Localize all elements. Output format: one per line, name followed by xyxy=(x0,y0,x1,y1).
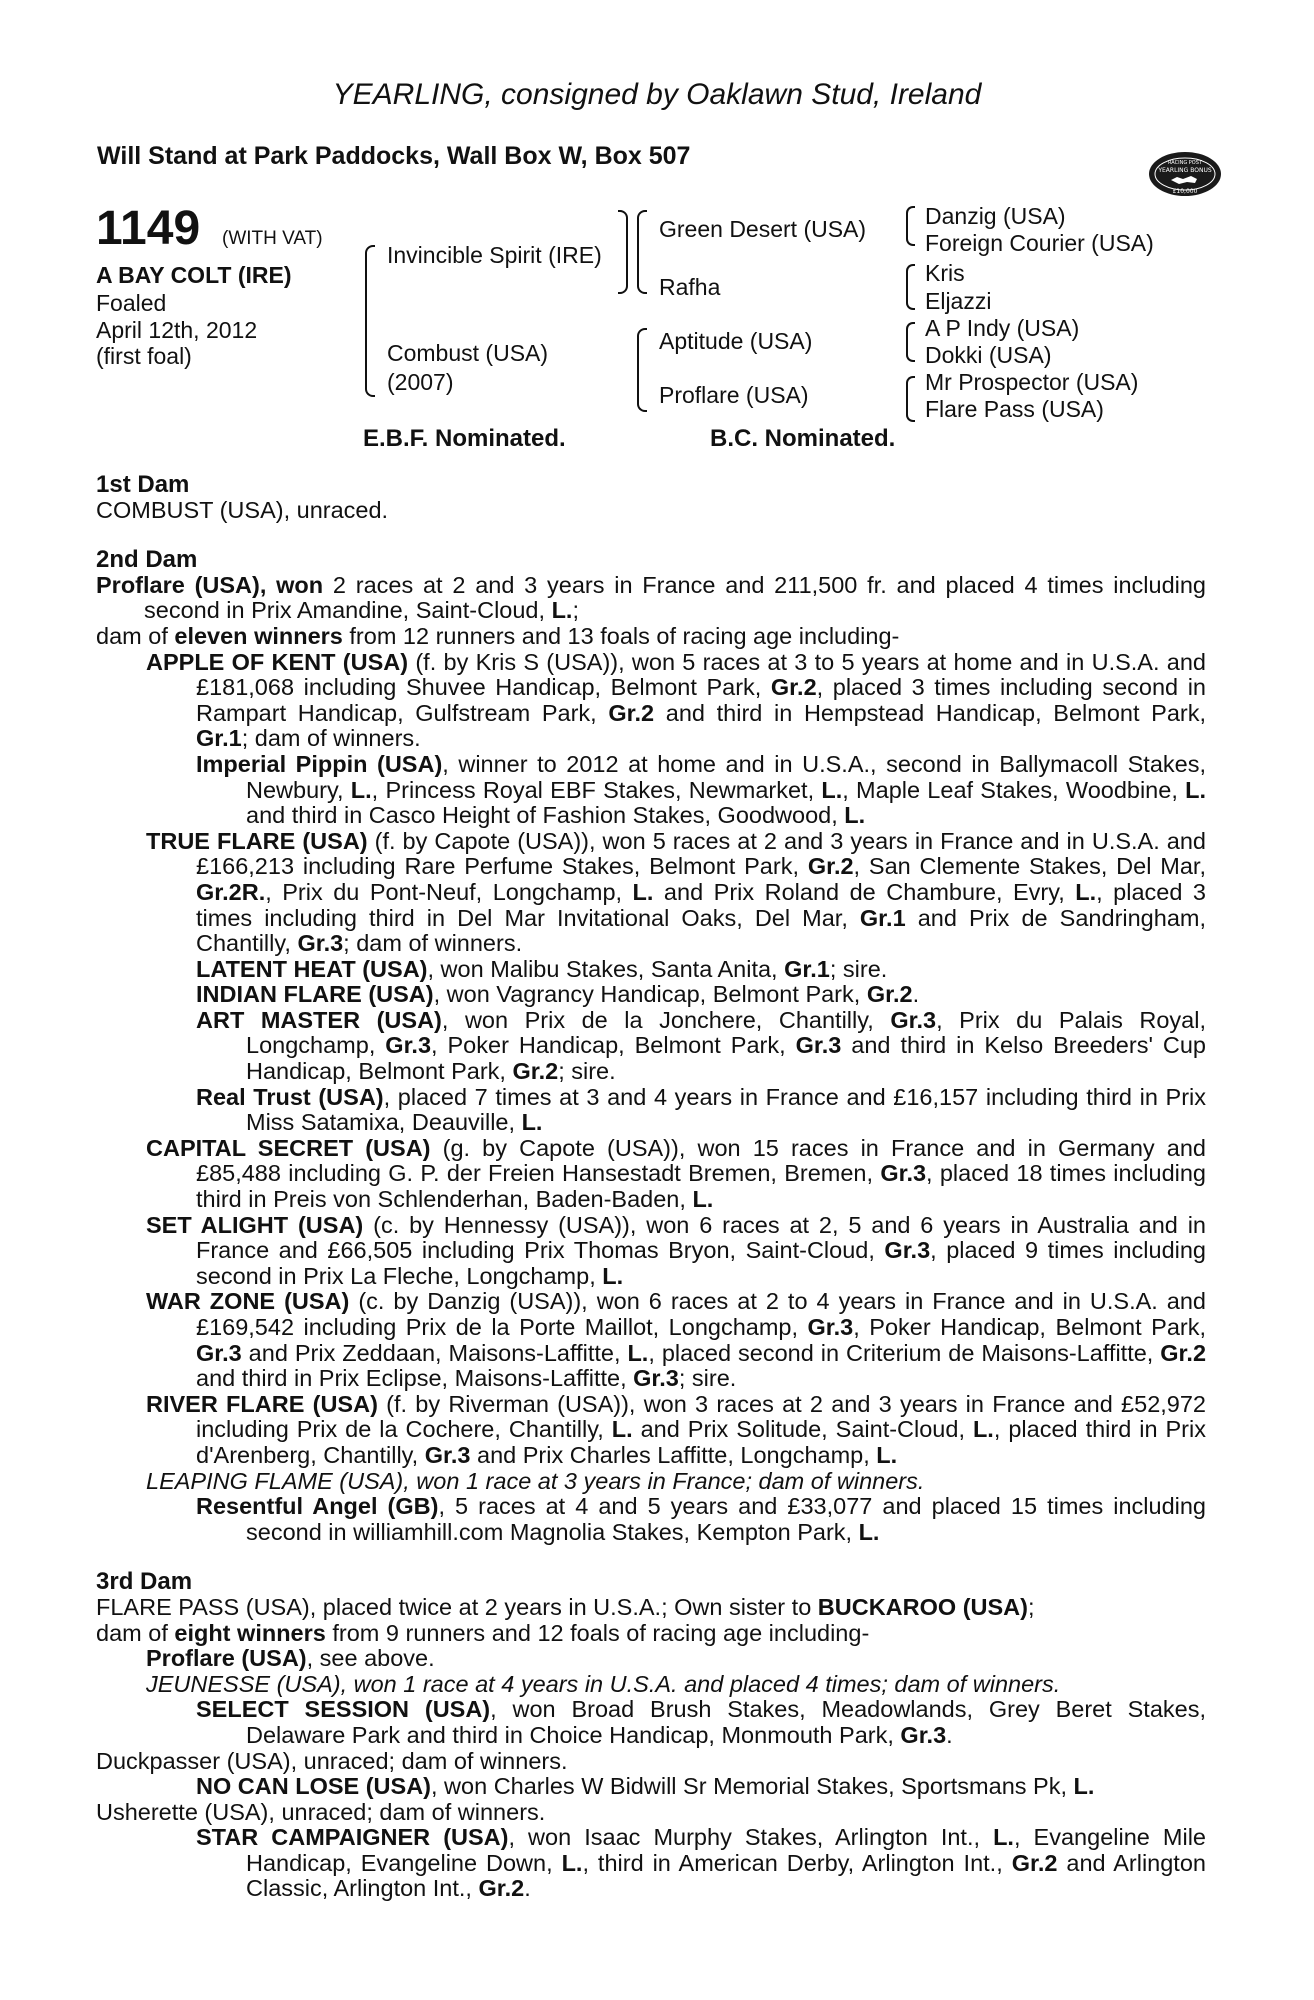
foaled-label: Foaled xyxy=(96,290,167,316)
pedigree-gen3-item: Foreign Courier (USA) xyxy=(925,230,1154,256)
brace-sire-right xyxy=(618,210,628,294)
second-dam-heading: 2nd Dam xyxy=(96,546,198,574)
produce-entry: CAPITAL SECRET (USA) (g. by Capote (USA)), won 15 races in France and in Germany and £85,488 including G. P. der Freien Hansestadt Bremen, Bremen, Gr.3, placed 18 times including third in Preis von Schlenderhan, Baden-Baden, L. xyxy=(146,1134,1206,1213)
third-dam-heading: 3rd Dam xyxy=(96,1568,193,1596)
produce-sub-entry: STAR CAMPAIGNER (USA), won Isaac Murphy Stakes, Arlington Int., L., Evangeline Mile Handicap, Evangeline Down, L., third in American Derby, Arlington Int., Gr.2 and Arlington Classic, Arlington Int., Gr.2. xyxy=(196,1824,1206,1902)
badge-line3: £10,000 xyxy=(1172,188,1198,195)
produce-sub-entry: SELECT SESSION (USA), won Broad Brush Stakes, Meadowlands, Grey Beret Stakes, Delaware Park and third in Choice Handicap, Monmouth Park, Gr.3. xyxy=(196,1696,1206,1748)
produce-sub-entry: ART MASTER (USA), won Prix de la Jonchere, Chantilly, Gr.3, Prix du Palais Royal, Longchamp, Gr.3, Poker Handicap, Belmont Park, Gr.3 and third in Kelso Breeders' Cup Handicap, Belmont Park, Gr.2; sire. xyxy=(196,1006,1207,1085)
pedigree-gen3-item: Dokki (USA) xyxy=(925,342,1052,368)
pedigree-notes xyxy=(96,472,1206,1902)
pedigree-dam-year: (2007) xyxy=(387,369,454,395)
produce-entry: JEUNESSE (USA), won 1 race at 4 years in U.S.A. and placed 4 times; dam of winners. xyxy=(146,1670,1061,1697)
badge-line2: YEARLING BONUS xyxy=(1158,167,1212,174)
produce-entry: WAR ZONE (USA) (c. by Danzig (USA)), won 6 races at 2 to 4 years in France and in U.S.A. and £169,542 including Prix de la Porte Maillot, Longchamp, Gr.3, Poker Handicap, Belmont Park, Gr.3 and Prix Zeddaan, Maisons-Laffitte, L., placed second in Criterium de Maisons-Laffitte, Gr.2 and third in Prix Eclipse, Maisons-Laffitte, Gr.3; sire. xyxy=(146,1288,1207,1392)
badge-line1: RACING POST xyxy=(1168,160,1202,166)
produce-sub-entry: Resentful Angel (GB), 5 races at 4 and 5 years and £33,077 and placed 15 times including second in williamhill.com Magnolia Stakes, Kempton Park, L. xyxy=(196,1493,1207,1545)
brace-gen1 xyxy=(365,245,375,397)
first-foal-note: (first foal) xyxy=(96,343,192,369)
pedigree-gen3-item: Kris xyxy=(925,260,965,286)
lot-name: A BAY COLT (IRE) xyxy=(96,262,292,288)
produce-entry: Usherette (USA), unraced; dam of winners. xyxy=(96,1798,546,1825)
brace-gen2-top xyxy=(637,210,647,294)
brace-gen3-2 xyxy=(906,264,915,310)
third-dam-intro: FLARE PASS (USA), placed twice at 2 years in U.S.A.; Own sister to BUCKAROO (USA); xyxy=(96,1593,1035,1620)
produce-sub-entry: INDIAN FLARE (USA), won Vagrancy Handicap, Belmont Park, Gr.2. xyxy=(196,981,920,1008)
brace-gen3-1 xyxy=(906,206,915,246)
third-dam-produce: dam of eight winners from 9 runners and 12 foals of racing age including- xyxy=(96,1619,870,1646)
foaled-date: April 12th, 2012 xyxy=(96,317,258,343)
pedigree-dam-dam: Proflare (USA) xyxy=(659,382,809,408)
produce-entry: Proflare (USA), see above. xyxy=(146,1645,435,1672)
ebf-nominated: E.B.F. Nominated. xyxy=(363,425,566,452)
produce-entry: TRUE FLARE (USA) (f. by Capote (USA)), won 5 races at 2 and 3 years in France and in U.S.A. and £166,213 including Rare Perfume Stakes, Belmont Park, Gr.2, San Clemente Stakes, Del Mar, Gr.2R., Prix du Pont-Neuf, Longchamp, L. and Prix Roland de Chambure, Evry, L., placed 3 times including third in Del Mar Invitational Oaks, Del Mar, Gr.1 and Prix de Sandringham, Chantilly, Gr.3; dam of winners. xyxy=(146,827,1207,957)
second-dam-produce: dam of eleven winners from 12 runners and 13 foals of racing age including- xyxy=(96,622,900,649)
first-dam-heading: 1st Dam xyxy=(96,471,190,498)
stand-location: Will Stand at Park Paddocks, Wall Box W, Box 507 xyxy=(97,142,691,170)
brace-gen2-bottom xyxy=(637,328,647,412)
pedigree-dam: Combust (USA) xyxy=(387,340,549,366)
lot-number: 1149 xyxy=(96,202,201,255)
yearling-bonus-badge-icon xyxy=(1147,146,1223,202)
first-dam-text: COMBUST (USA), unraced. xyxy=(96,496,389,523)
pedigree-gen3-item: A P Indy (USA) xyxy=(925,315,1080,341)
vat-note: (WITH VAT) xyxy=(222,228,323,249)
pedigree-dam-sire: Aptitude (USA) xyxy=(659,328,813,354)
produce-entry: Duckpasser (USA), unraced; dam of winners. xyxy=(96,1747,568,1774)
pedigree-gen3-item: Danzig (USA) xyxy=(925,203,1066,229)
second-dam-intro: Proflare (USA), won 2 races at 2 and 3 years in France and 211,500 fr. and placed 4 times including second in Prix Amandine, Saint-Cloud, L.; xyxy=(96,571,1206,624)
produce-entry: SET ALIGHT (USA) (c. by Hennessy (USA)), won 6 races at 2, 5 and 6 years in Australia and in France and £66,505 including Prix Thomas Bryon, Saint-Cloud, Gr.3, placed 9 times including second in Prix La Fleche, Longchamp, L. xyxy=(146,1211,1207,1289)
pedigree-gen3-item: Eljazzi xyxy=(925,288,992,314)
pedigree-sire: Invincible Spirit (IRE) xyxy=(387,242,602,268)
brace-gen3-4 xyxy=(906,376,915,422)
pedigree-gen3-item: Flare Pass (USA) xyxy=(925,396,1104,422)
produce-sub-entry: LATENT HEAT (USA), won Malibu Stakes, Santa Anita, Gr.1; sire. xyxy=(196,955,888,982)
produce-entry: RIVER FLARE (USA) (f. by Riverman (USA)), won 3 races at 2 and 3 years in France and £52,972 including Prix de la Cochere, Chantilly, L. and Prix Solitude, Saint-Cloud, L., placed third in Prix d'Arenberg, Chantilly, Gr.3 and Prix Charles Laffitte, Longchamp, L. xyxy=(146,1390,1206,1468)
bc-nominated: B.C. Nominated. xyxy=(710,425,896,452)
pedigree-gen3-item: Mr Prospector (USA) xyxy=(925,369,1139,395)
produce-sub-entry: NO CAN LOSE (USA), won Charles W Bidwill Sr Memorial Stakes, Sportsmans Pk, L. xyxy=(196,1773,1095,1800)
produce-entry: LEAPING FLAME (USA), won 1 race at 3 years in France; dam of winners. xyxy=(146,1467,925,1494)
pedigree-sire-dam: Rafha xyxy=(659,274,721,300)
produce-sub-entry: Real Trust (USA), placed 7 times at 3 and 4 years in France and £16,157 including third in Prix Miss Satamixa, Deauville, L. xyxy=(196,1083,1206,1136)
produce-entry: APPLE OF KENT (USA) (f. by Kris S (USA)), won 5 races at 3 to 5 years at home and in U.S.A. and £181,068 including Shuvee Handicap, Belmont Park, Gr.2, placed 3 times including second in Rampart Handicap, Gulfstream Park, Gr.2 and third in Hempstead Handicap, Belmont Park, Gr.1; dam of winners. xyxy=(146,648,1207,752)
produce-sub-entry: Imperial Pippin (USA), winner to 2012 at home and in U.S.A., second in Ballymacoll Stakes, Newbury, L., Princess Royal EBF Stakes, Newmarket, L., Maple Leaf Stakes, Woodbine, L. and third in Casco Height of Fashion Stakes, Goodwood, L. xyxy=(196,750,1207,829)
pedigree-sire-sire: Green Desert (USA) xyxy=(659,216,867,242)
brace-gen3-3 xyxy=(906,322,915,362)
page-title: YEARLING, consigned by Oaklawn Stud, Ireland xyxy=(332,78,982,111)
